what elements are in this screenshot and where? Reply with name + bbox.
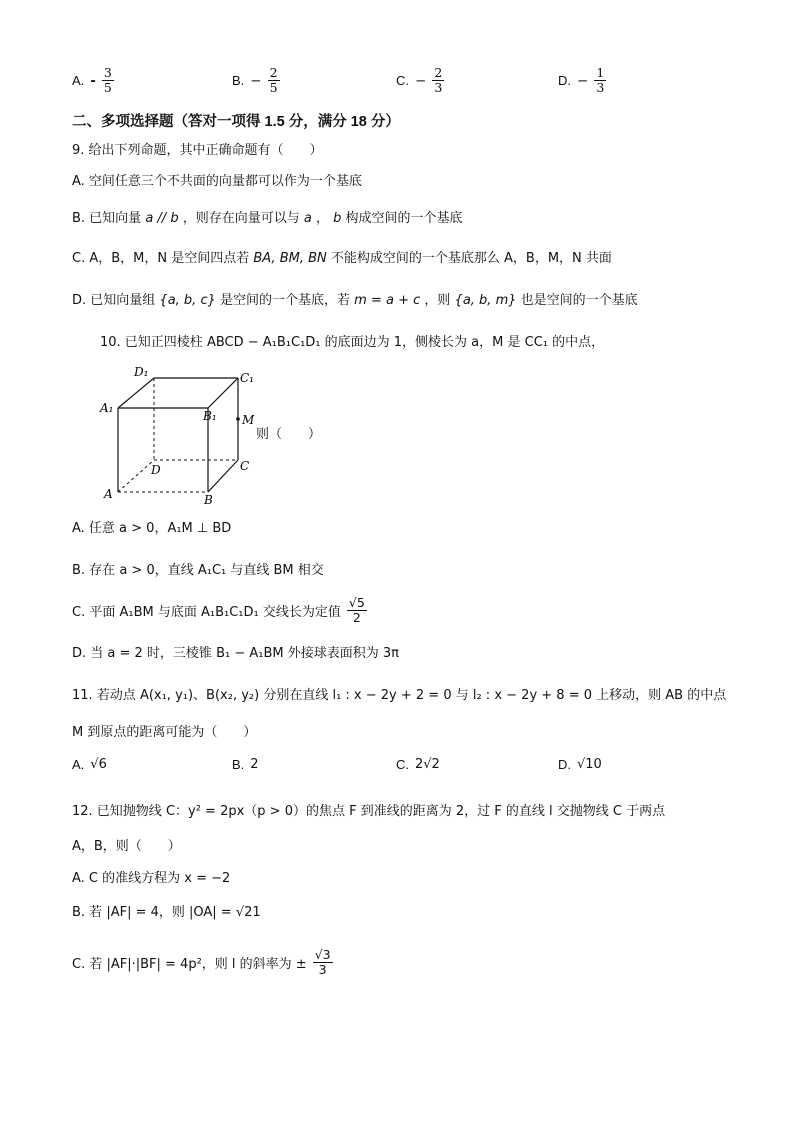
q10-then: 则（ ） bbox=[256, 427, 322, 442]
option-label: C. bbox=[396, 73, 409, 88]
q12-option-c bbox=[72, 948, 333, 977]
option-value: 2√2 bbox=[415, 757, 440, 772]
vector-expression: {a, b, m} bbox=[454, 293, 517, 308]
edge-ad-hidden bbox=[118, 460, 154, 492]
label-b1: B₁ bbox=[203, 409, 217, 423]
option-label: A. bbox=[72, 757, 85, 772]
q10-option-d: D. 当 a = 2 时，三棱锥 B₁ − A₁BM 外接球表面积为 3π bbox=[72, 646, 399, 661]
label-m: M bbox=[242, 413, 255, 427]
option-label: C. bbox=[396, 757, 409, 772]
vector-expression: a bbox=[303, 211, 312, 226]
edge-b1c1 bbox=[208, 378, 238, 408]
option-text: 构成空间的一个基底 bbox=[345, 211, 463, 226]
fraction-numerator: 2 bbox=[269, 65, 278, 80]
option-text: ，则存在向量可以与 bbox=[182, 211, 300, 226]
fraction-denominator: 5 bbox=[103, 80, 112, 95]
fraction-numerator: 2 bbox=[434, 65, 443, 80]
option-text: ， bbox=[315, 211, 329, 226]
option-fraction bbox=[594, 66, 606, 95]
label-d: D bbox=[151, 463, 161, 477]
option-label: B. bbox=[232, 73, 245, 88]
prism-figure bbox=[96, 360, 266, 510]
q8-option-c bbox=[396, 66, 444, 95]
option-value: 2 bbox=[250, 757, 259, 772]
option-text: C. A，B，M，N 是空间四点若 bbox=[72, 251, 250, 266]
q10-stem: 10. 已知正四棱柱 ABCD − A₁B₁C₁D₁ 的底面边为 1，侧棱长为 a，M 是 CC₁ 的中点， bbox=[100, 335, 605, 350]
q9-option-a: A. 空间任意三个不共面的向量都可以作为一个基底 bbox=[72, 174, 362, 189]
q11-option-b bbox=[232, 757, 259, 772]
q9-option-b bbox=[72, 210, 463, 228]
option-fraction bbox=[102, 66, 114, 95]
vector-expression: b bbox=[333, 211, 342, 226]
q9-option-d bbox=[72, 292, 638, 310]
vector-expression: BA, BM, BN bbox=[253, 251, 327, 266]
q11-stem-line1: 11. 若动点 A(x₁, y₁)、B(x₂, y₂) 分别在直线 l₁ : x − 2y + 2 = 0 与 l₂ : x − 2y + 8 = 0 上移动，则 AB 的中点 bbox=[72, 688, 727, 703]
q9-stem: 9. 给出下列命题，其中正确命题有（ ） bbox=[72, 143, 323, 158]
fraction-denominator: 3 bbox=[434, 80, 443, 95]
label-c: C bbox=[240, 459, 250, 473]
option-label: A. bbox=[72, 73, 85, 88]
q10-option-b: B. 存在 a > 0，直线 A₁C₁ 与直线 BM 相交 bbox=[72, 563, 324, 578]
q11-option-c bbox=[396, 757, 440, 772]
option-fraction bbox=[313, 948, 333, 977]
fraction-denominator: 5 bbox=[269, 80, 278, 95]
vector-expression: {a, b, c} bbox=[159, 293, 216, 308]
label-b: B bbox=[204, 493, 213, 507]
edge-bc bbox=[208, 460, 238, 492]
q12-option-a: A. C 的准线方程为 x = −2 bbox=[72, 871, 231, 886]
q11-option-d bbox=[558, 757, 602, 772]
q8-option-d bbox=[558, 66, 606, 95]
q9-option-c bbox=[72, 250, 612, 268]
option-sign: - bbox=[90, 72, 96, 89]
option-sign: − bbox=[415, 72, 427, 89]
q11-option-a bbox=[72, 757, 107, 772]
option-text: ，则 bbox=[424, 293, 451, 308]
fraction-numerator: 3 bbox=[103, 65, 112, 80]
vector-expression: m = a + c bbox=[354, 293, 421, 308]
option-text: B. 已知向量 bbox=[72, 211, 142, 226]
point-m bbox=[236, 417, 240, 421]
edge-a1d1 bbox=[118, 378, 154, 408]
fraction-numerator: √5 bbox=[348, 595, 365, 610]
option-text: D. 已知向量组 bbox=[72, 293, 156, 308]
option-text: C. 平面 A₁BM 与底面 A₁B₁C₁D₁ 交线长为定值 bbox=[72, 605, 341, 620]
q10-option-a: A. 任意 a > 0，A₁M ⊥ BD bbox=[72, 521, 232, 536]
section-heading: 二、多项选择题（答对一项得 1.5 分，满分 18 分） bbox=[72, 114, 400, 130]
label-a1: A₁ bbox=[100, 401, 114, 415]
label-c1: C₁ bbox=[240, 371, 254, 385]
fraction-denominator: 3 bbox=[318, 962, 327, 977]
fraction-numerator: √3 bbox=[314, 947, 331, 962]
fraction-denominator: 2 bbox=[352, 610, 361, 625]
q8-option-a bbox=[72, 66, 114, 95]
option-fraction bbox=[268, 66, 280, 95]
option-text: 不能构成空间的一个基底那么 A，B，M，N 共面 bbox=[330, 251, 612, 266]
option-fraction bbox=[347, 596, 367, 625]
option-sign: − bbox=[250, 72, 262, 89]
label-d1: D₁ bbox=[134, 365, 149, 379]
option-text: 是空间的一个基底，若 bbox=[220, 293, 351, 308]
q11-stem-line2: M 到原点的距离可能为（ ） bbox=[72, 725, 257, 740]
option-value: √6 bbox=[90, 757, 107, 772]
option-fraction bbox=[432, 66, 444, 95]
option-text: 也是空间的一个基底 bbox=[520, 293, 638, 308]
option-value: √10 bbox=[577, 757, 602, 772]
fraction-denominator: 3 bbox=[596, 80, 605, 95]
option-sign: − bbox=[577, 72, 589, 89]
option-text: C. 若 |AF|·|BF| = 4p²，则 l 的斜率为 ± bbox=[72, 957, 307, 972]
q12-option-b: B. 若 |AF| = 4，则 |OA| = √21 bbox=[72, 905, 261, 920]
option-label: D. bbox=[558, 73, 571, 88]
option-label: D. bbox=[558, 757, 571, 772]
q12-stem-line1: 12. 已知抛物线 C：y² = 2px（p > 0）的焦点 F 到准线的距离为 2，过 F 的直线 l 交抛物线 C 于两点 bbox=[72, 804, 666, 819]
q10-option-c bbox=[72, 596, 367, 625]
label-a: A bbox=[104, 487, 113, 501]
option-label: B. bbox=[232, 757, 245, 772]
q12-stem-line2: A，B，则（ ） bbox=[72, 839, 181, 854]
fraction-numerator: 1 bbox=[596, 65, 605, 80]
q8-option-b bbox=[232, 66, 280, 95]
vector-expression: a // b bbox=[145, 211, 179, 226]
